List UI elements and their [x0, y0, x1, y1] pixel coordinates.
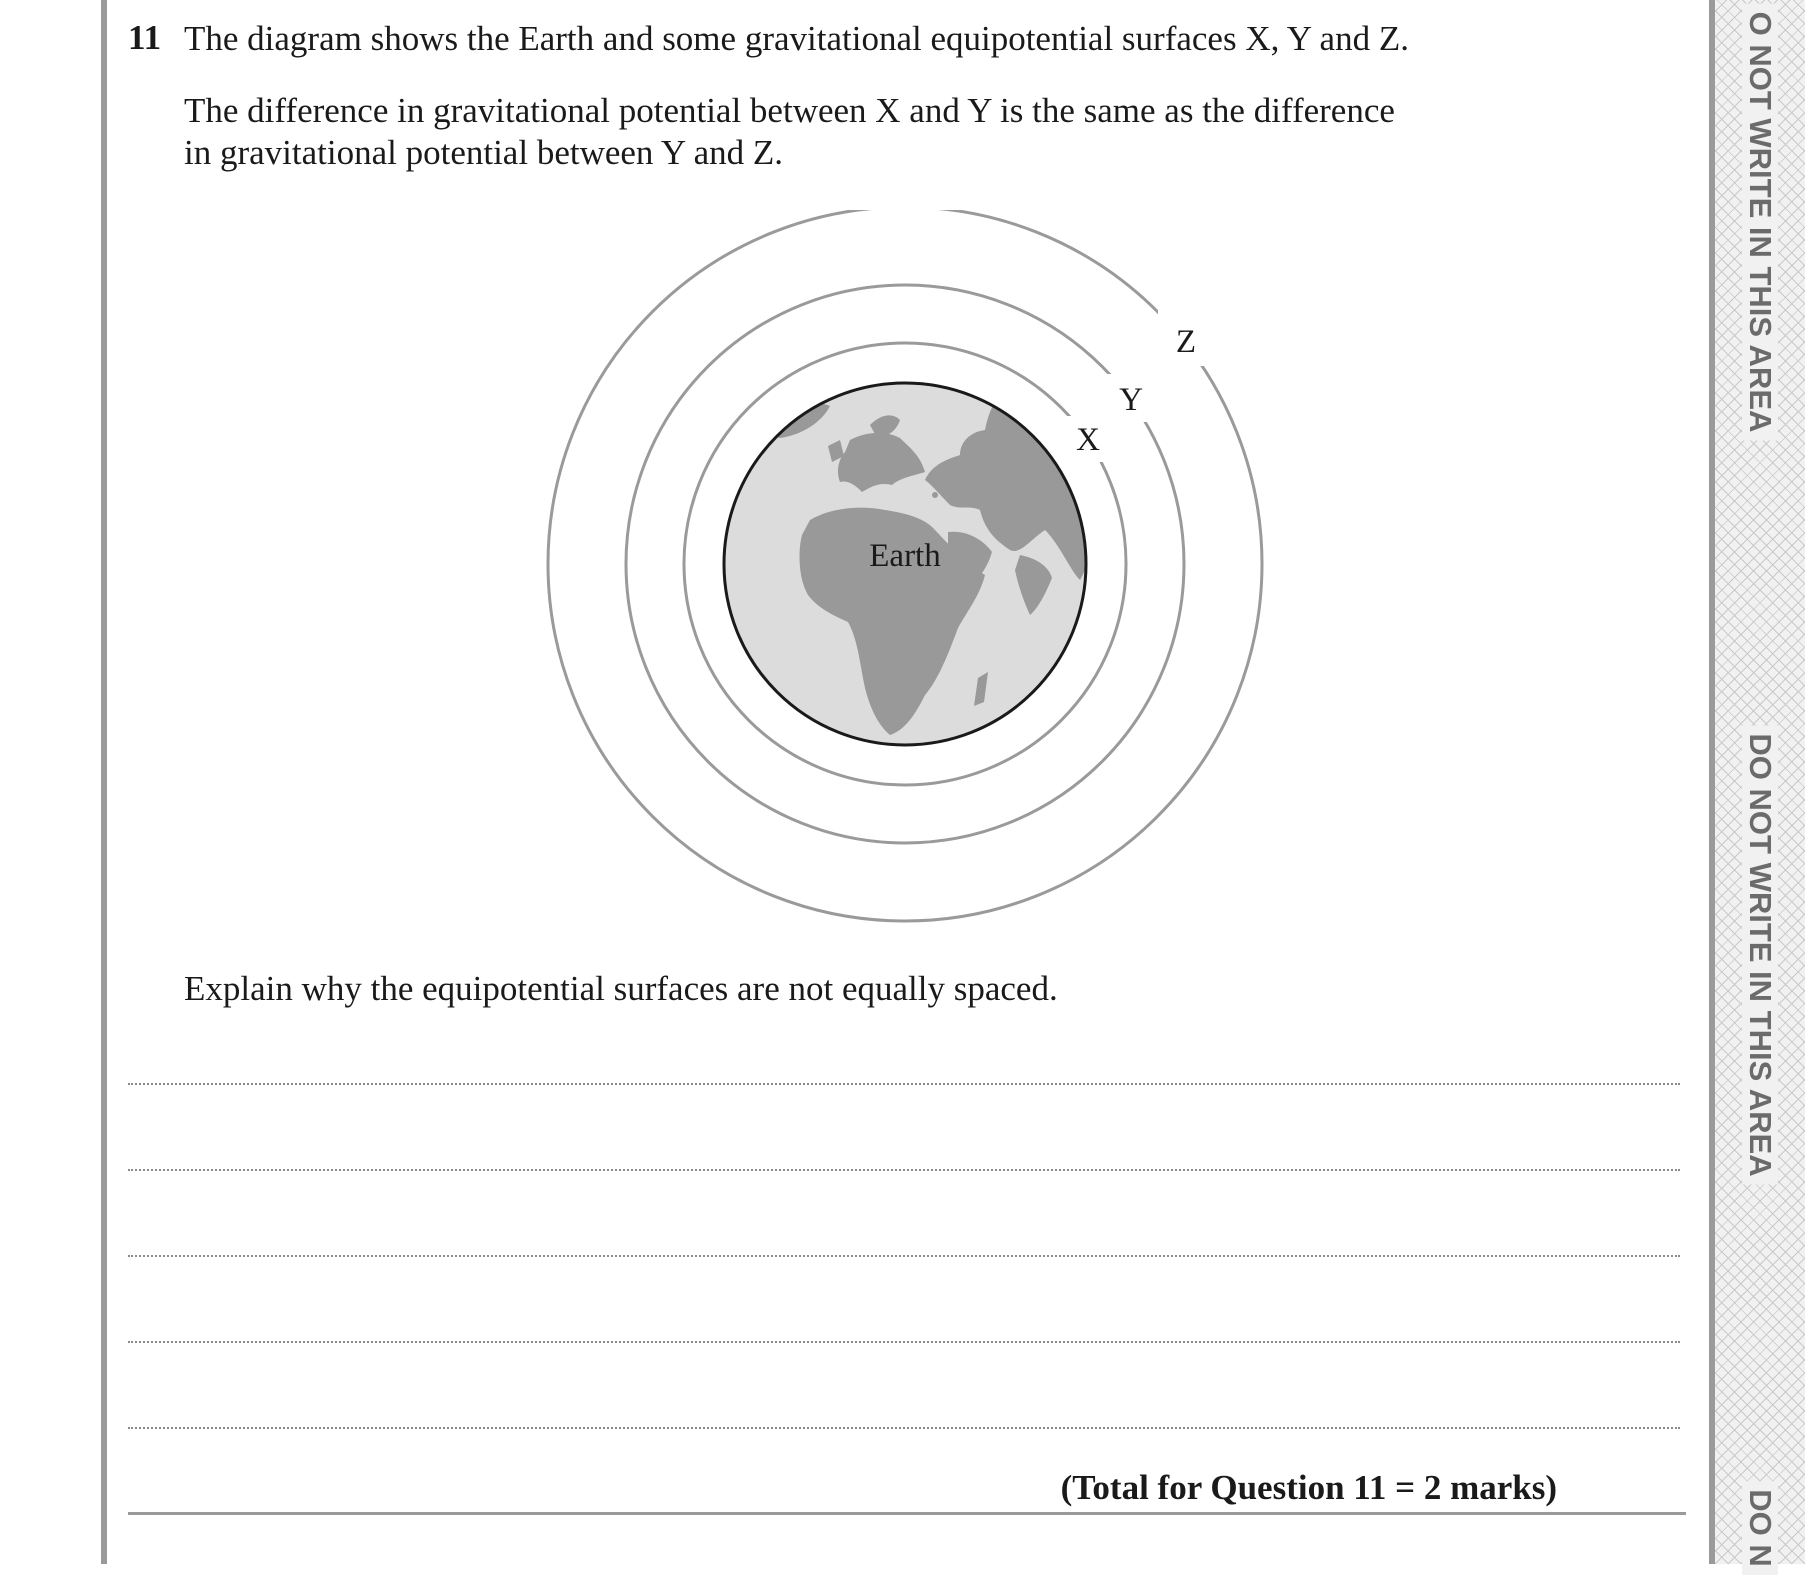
answer-line-1[interactable]	[128, 1083, 1680, 1085]
equipotential-diagram	[540, 210, 1270, 930]
earth-label: Earth	[869, 538, 941, 574]
margin-text-bottom: DO N	[1742, 1481, 1778, 1575]
label-x: X	[1076, 422, 1100, 458]
margin-text-top: O NOT WRITE IN THIS AREA	[1742, 4, 1778, 441]
bottom-rule	[128, 1512, 1686, 1515]
answer-line-5[interactable]	[128, 1427, 1680, 1429]
label-z: Z	[1175, 324, 1197, 360]
label-y: Y	[1119, 382, 1143, 418]
answer-line-3[interactable]	[128, 1255, 1680, 1257]
left-border	[101, 0, 107, 1564]
question-intro: The diagram shows the Earth and some gravitational equipotential surfaces X, Y and Z.	[184, 19, 1409, 58]
margin-text-middle: DO NOT WRITE IN THIS AREA	[1742, 725, 1778, 1184]
question-paragraph-line-2: in gravitational potential between Y and Z.	[184, 133, 784, 172]
answer-line-4[interactable]	[128, 1341, 1680, 1343]
answer-line-2[interactable]	[128, 1169, 1680, 1171]
question-paragraph-line-1: The difference in gravitational potential between X and Y is the same as the difference	[184, 91, 1395, 130]
question-prompt: Explain why the equipotential surfaces are not equally spaced.	[184, 969, 1058, 1008]
total-marks: (Total for Question 11 = 2 marks)	[1060, 1468, 1557, 1507]
question-number: 11	[128, 18, 162, 57]
